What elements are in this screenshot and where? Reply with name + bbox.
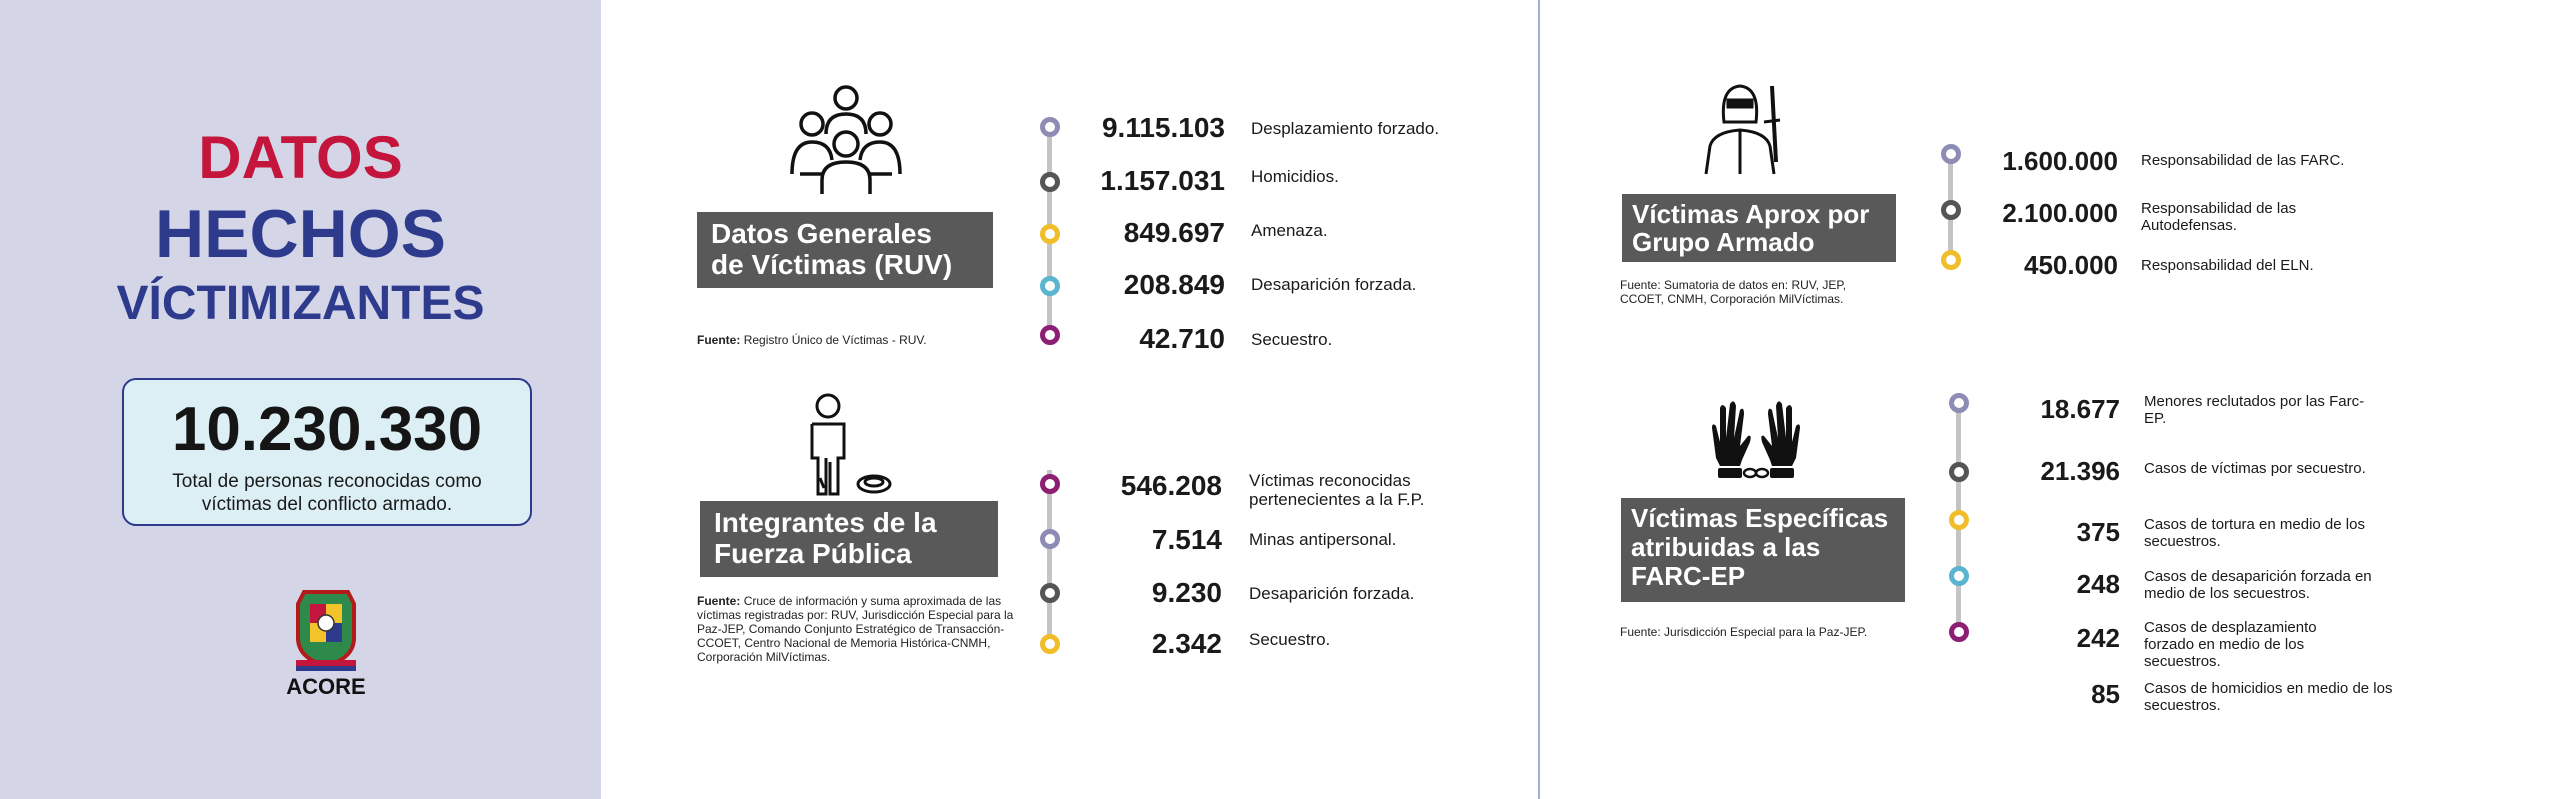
fp-timeline bbox=[1047, 470, 1052, 646]
ruv-label-0: Desplazamiento forzado. bbox=[1251, 119, 1440, 138]
fp-dot-2 bbox=[1040, 583, 1060, 603]
farc-heading-line3: FARC-EP bbox=[1631, 561, 1746, 591]
ruv-value-1: 1.157.031 bbox=[1100, 165, 1225, 196]
farc-value-3: 248 bbox=[2076, 569, 2120, 599]
grupo-label-0: Responsabilidad de las FARC. bbox=[2141, 152, 2345, 169]
grupo-value-0: 1.600.000 bbox=[2002, 146, 2118, 176]
ruv-heading-line1: Datos Generales bbox=[711, 218, 932, 249]
title-victimizantes: VÍCTIMIZANTES bbox=[116, 277, 485, 330]
people-group-icon bbox=[788, 80, 904, 196]
farc-dot-0 bbox=[1949, 393, 1969, 413]
fp-label-1: Minas antipersonal. bbox=[1249, 530, 1397, 549]
farc-heading-line2: atribuidas a las bbox=[1631, 532, 1821, 562]
total-victims-description: Total de personas reconocidas como víctimas del conflicto armado. bbox=[172, 471, 482, 515]
grupo-value-2: 450.000 bbox=[2024, 250, 2118, 280]
farc-label-4: Casos de desplazamiento forzado en medio de los secuestros. bbox=[2144, 619, 2317, 670]
ruv-value-0: 9.115.103 bbox=[1101, 112, 1225, 143]
fp-value-3: 2.342 bbox=[1151, 628, 1222, 659]
farc-heading bbox=[1621, 498, 1905, 602]
grupo-heading-line1: Víctimas Aprox por bbox=[1632, 199, 1870, 229]
farc-label-0: Menores reclutados por las Farc-EP. bbox=[2144, 393, 2365, 427]
grupo-dot-1 bbox=[1941, 200, 1961, 220]
ruv-value-4: 42.710 bbox=[1139, 323, 1225, 354]
farc-label-1: Casos de víctimas por secuestro. bbox=[2144, 460, 2366, 477]
acore-logo bbox=[276, 586, 376, 699]
left-panel bbox=[0, 0, 601, 799]
fp-label-2: Desaparición forzada. bbox=[1249, 584, 1415, 603]
grupo-dot-2 bbox=[1941, 250, 1961, 270]
grupo-heading bbox=[1622, 194, 1896, 262]
farc-value-1: 21.396 bbox=[2040, 456, 2120, 486]
ruv-dot-4 bbox=[1040, 325, 1060, 345]
grupo-dot-0 bbox=[1941, 144, 1961, 164]
fp-heading-line2: Fuerza Pública bbox=[714, 538, 912, 569]
total-victims-box bbox=[122, 378, 532, 526]
ruv-heading-line2: de Víctimas (RUV) bbox=[711, 249, 953, 280]
farc-value-5: 85 bbox=[2091, 679, 2120, 709]
farc-value-2: 375 bbox=[2076, 517, 2120, 547]
farc-dot-3 bbox=[1949, 566, 1969, 586]
title-hechos: HECHOS bbox=[155, 196, 446, 272]
grupo-label-2: Responsabilidad del ELN. bbox=[2141, 257, 2314, 274]
fp-label-0: Víctimas reconocidas pertenecientes a la F.P. bbox=[1249, 471, 1425, 509]
ruv-value-3: 208.849 bbox=[1123, 269, 1225, 300]
title-datos: DATOS bbox=[198, 124, 403, 191]
grupo-label-1: Responsabilidad de las Autodefensas. bbox=[2141, 200, 2297, 234]
ruv-label-3: Desaparición forzada. bbox=[1251, 275, 1417, 294]
fp-heading-line1: Integrantes de la bbox=[714, 507, 937, 538]
armed-combatant-icon bbox=[1700, 82, 1786, 176]
fp-value-1: 7.514 bbox=[1151, 524, 1222, 555]
fp-dot-1 bbox=[1040, 529, 1060, 549]
farc-label-2: Casos de tortura en medio de los secuestros. bbox=[2144, 516, 2365, 550]
grupo-heading-line2: Grupo Armado bbox=[1632, 227, 1815, 257]
fp-dot-3 bbox=[1040, 634, 1060, 654]
chained-hands-icon bbox=[1706, 398, 1806, 482]
injured-soldier-icon bbox=[800, 392, 896, 498]
farc-dot-2 bbox=[1949, 510, 1969, 530]
ruv-dot-1 bbox=[1040, 172, 1060, 192]
grupo-source: Fuente: Sumatoria de datos en: RUV, JEP, CCOET, CNMH, Corporación MilVíctimas. bbox=[1620, 278, 1847, 306]
farc-heading-line1: Víctimas Específicas bbox=[1631, 503, 1889, 533]
ruv-dot-3 bbox=[1040, 276, 1060, 296]
farc-label-3: Casos de desaparición forzada en medio de los secuestros. bbox=[2144, 568, 2372, 602]
farc-dot-4 bbox=[1949, 622, 1969, 642]
acore-logo-text: ACORE bbox=[286, 674, 366, 699]
farc-source: Fuente: Jurisdicción Especial para la Paz-JEP. bbox=[1620, 625, 1868, 639]
ruv-value-2: 849.697 bbox=[1123, 217, 1225, 248]
farc-value-4: 242 bbox=[2076, 623, 2120, 653]
fp-source: Fuente: Cruce de información y suma aproximada de las víctimas registradas por: RUV, Jurisdicción Especial para la Paz-JEP, Comando Conjunto Estratégico de Transacción-CCOET, Centro Nacional de Memoria Histórica-CNMH, Corporación MilVíctimas. bbox=[697, 594, 1014, 664]
ruv-dot-2 bbox=[1040, 224, 1060, 244]
ruv-label-2: Amenaza. bbox=[1251, 221, 1328, 240]
ruv-label-1: Homicidios. bbox=[1251, 167, 1339, 186]
total-victims-value: 10.230.330 bbox=[171, 395, 483, 464]
fp-heading bbox=[700, 501, 998, 577]
fp-dot-0 bbox=[1040, 474, 1060, 494]
ruv-source: Fuente: Registro Único de Víctimas - RUV. bbox=[697, 333, 927, 347]
farc-value-0: 18.677 bbox=[2040, 394, 2120, 424]
section-divider bbox=[1538, 0, 1540, 799]
farc-label-5: Casos de homicidios en medio de los secuestros. bbox=[2144, 680, 2393, 714]
fp-label-3: Secuestro. bbox=[1249, 630, 1331, 649]
fp-value-2: 9.230 bbox=[1151, 577, 1222, 608]
ruv-label-4: Secuestro. bbox=[1251, 330, 1333, 349]
ruv-dot-0 bbox=[1040, 117, 1060, 137]
farc-dot-1 bbox=[1949, 462, 1969, 482]
fp-value-0: 546.208 bbox=[1120, 470, 1222, 501]
ruv-heading bbox=[697, 212, 993, 288]
grupo-value-1: 2.100.000 bbox=[2002, 198, 2118, 228]
